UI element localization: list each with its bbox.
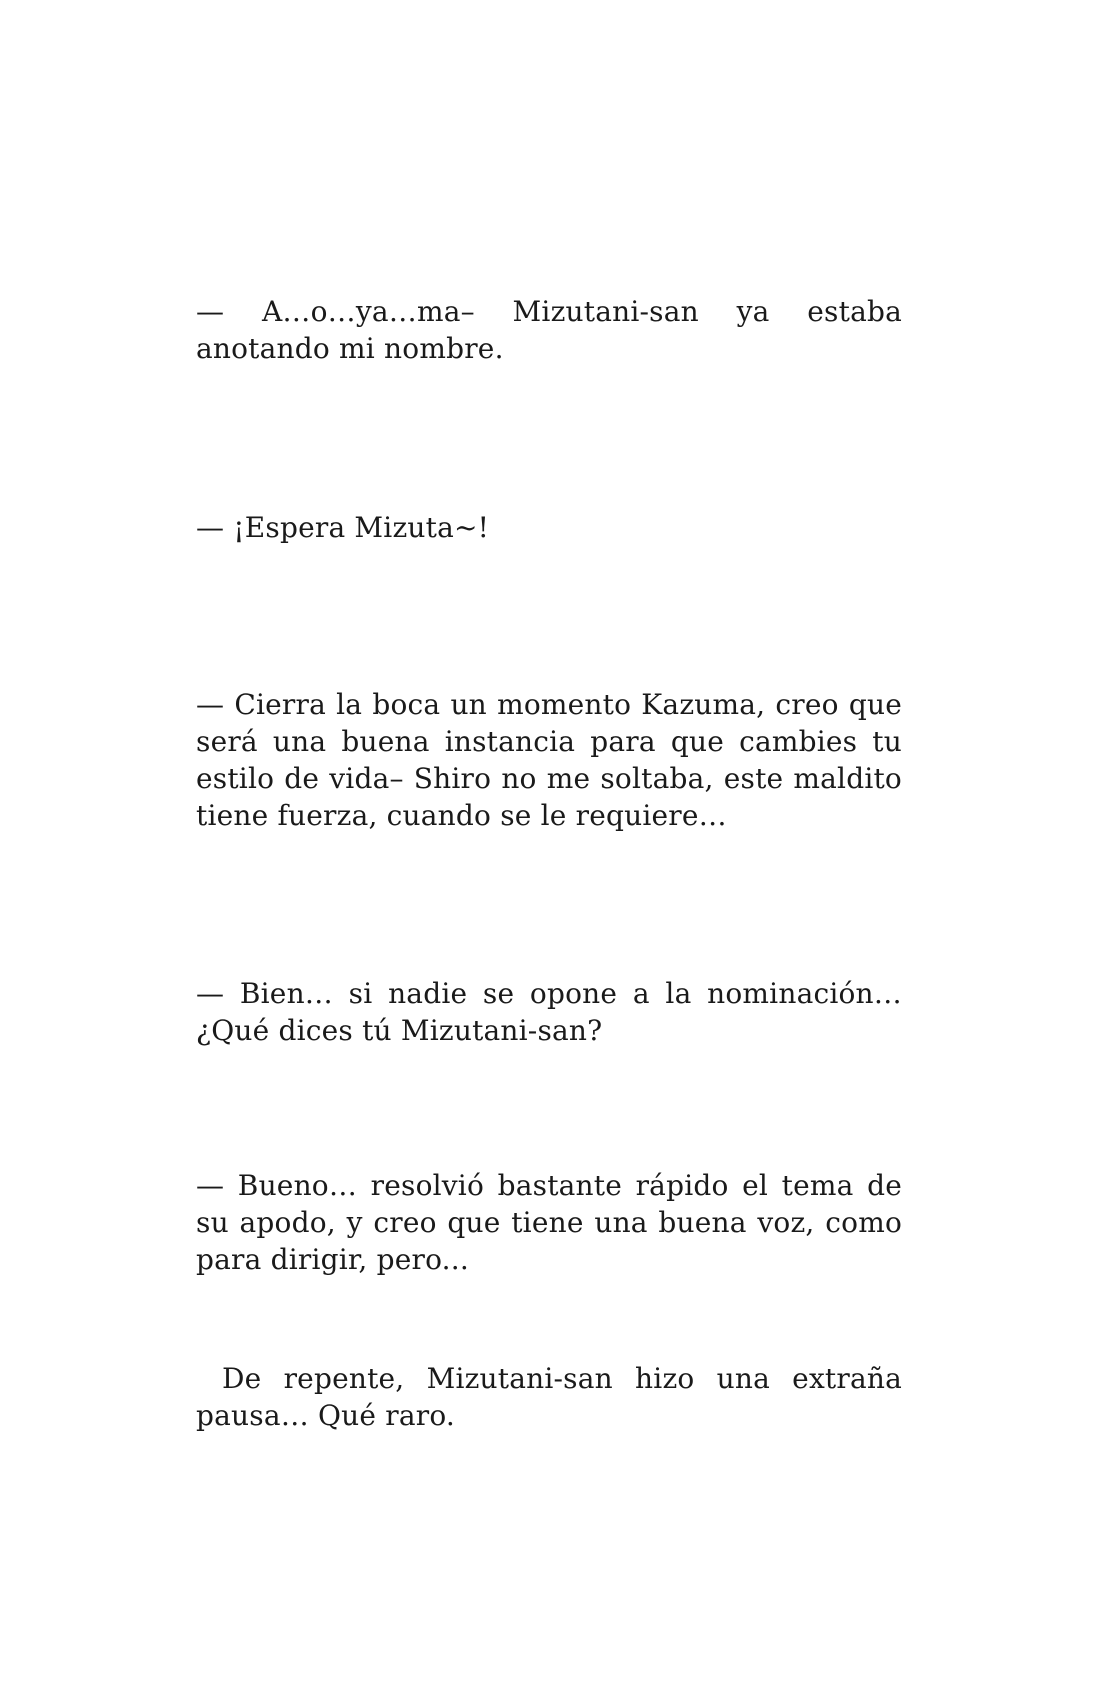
paragraph-5: — Bueno… resolvió bastante rápido el tema de su apodo, y creo que tiene una buena voz, como para dirigir, pero... bbox=[196, 1169, 902, 1276]
paragraph-3: — Cierra la boca un momento Kazuma, creo que será una buena instancia para que cambies tu estilo de vida– Shiro no me soltaba, este maldito tiene fuerza, cuando se le requiere… bbox=[196, 688, 902, 832]
paragraph-2: — ¡Espera Mizuta~! bbox=[196, 511, 490, 544]
paragraph-1 bbox=[196, 293, 902, 367]
paragraph-1-line-2: anotando mi nombre. bbox=[196, 332, 504, 365]
paragraph-6: De repente, Mizutani-san hizo una extraña pausa… Qué raro. bbox=[196, 1362, 902, 1432]
paragraph-1-line-1: — A…o…ya…ma– Mizutani-san ya estaba bbox=[196, 295, 902, 328]
paragraph-4: — Bien… si nadie se opone a la nominación… ¿Qué dices tú Mizutani-san? bbox=[196, 977, 902, 1047]
